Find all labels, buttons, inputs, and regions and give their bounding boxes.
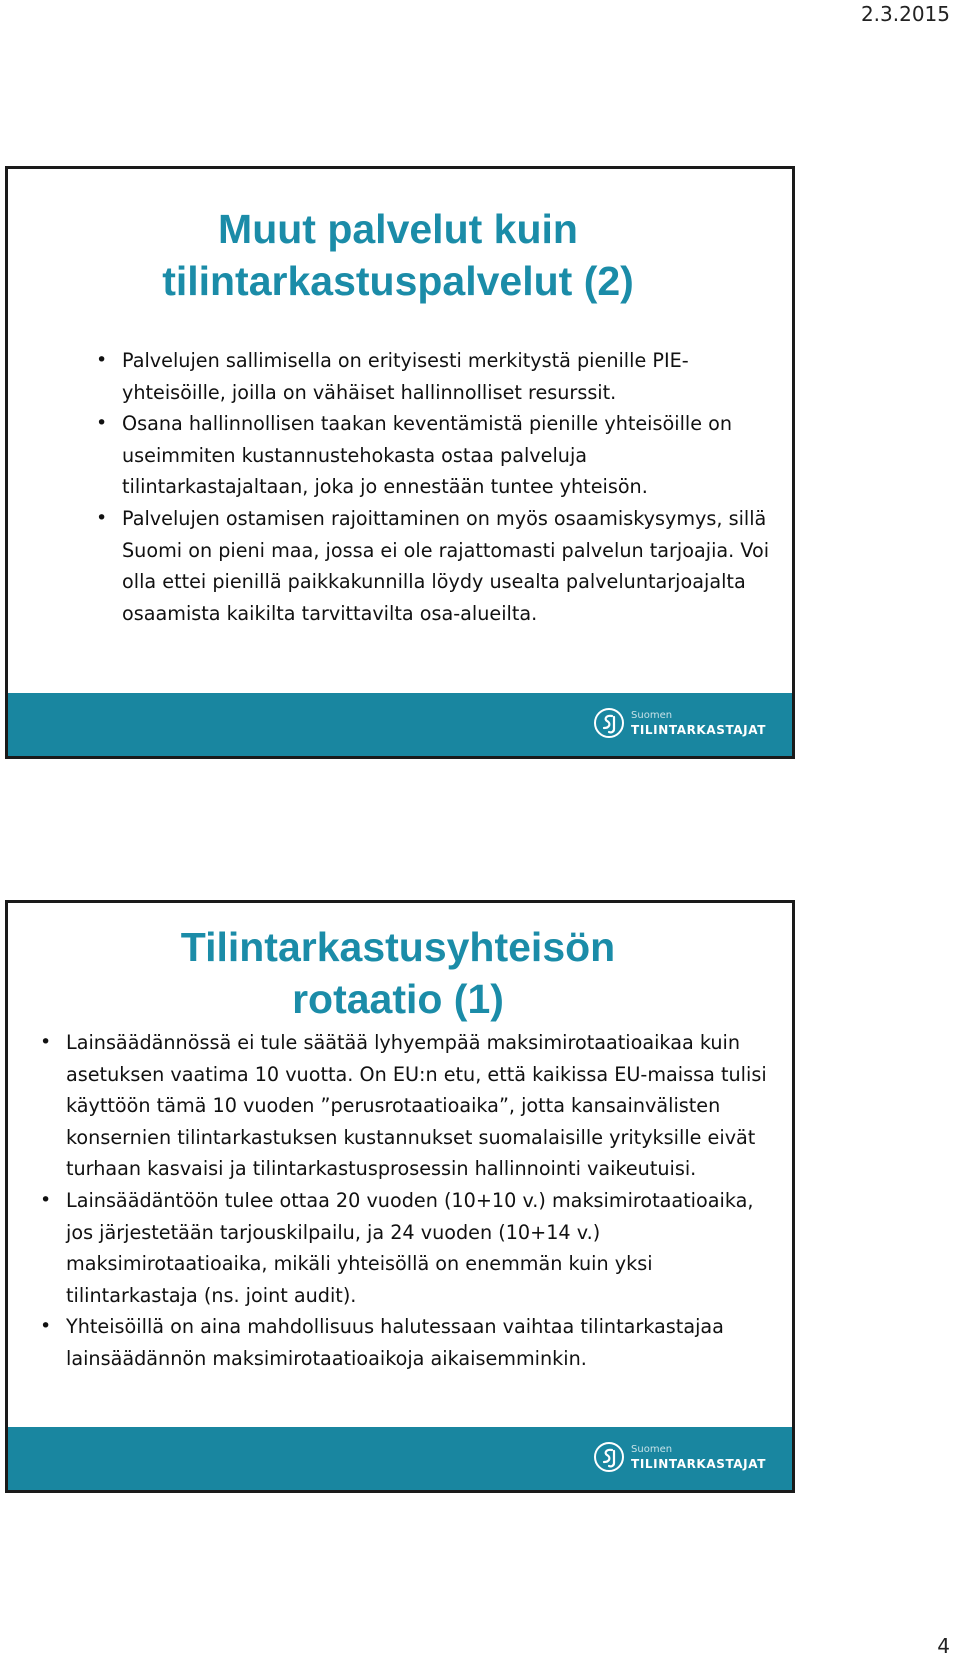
sj-logo-icon [593,707,625,739]
logo [593,707,766,739]
slide-1 [5,166,795,759]
bullet-text: Palvelujen sallimisella on erityisesti merkitystä pienille PIE-yhteisöille, joilla on vähäiset hallinnolliset resurssit. [122,349,689,404]
bullet-list [40,1027,781,1375]
bullet-text: Osana hallinnollisen taakan keventämistä pienille yhteisöille on useimmiten kustannustehokasta ostaa palveluja tilintarkastajaltaan, joka jo ennestään tuntee yhteisön. [122,412,733,499]
bullet-icon: • [96,412,108,435]
title-line-2: tilintarkastuspalvelut (2) [162,258,634,304]
bullet-icon: • [40,1188,52,1211]
bullet-item [96,408,772,503]
bullet-icon: • [40,1315,52,1338]
bullet-icon: • [40,1031,52,1053]
bullet-text: Yhteisöillä on aina mahdollisuus halutessaan vaihtaa tilintarkastajaa lainsäädännön maksimirotaatioaikoja aikaisemminkin. [66,1315,724,1370]
sj-logo-icon [593,1441,625,1473]
bullet-item [96,503,772,629]
bullet-item [40,1185,781,1311]
page-number: 4 [937,1634,950,1658]
footer-bar [8,1427,792,1490]
bullet-icon: • [96,506,108,529]
bullet-text: Palvelujen ostamisen rajoittaminen on myös osaamiskysymys, sillä Suomi on pieni maa, jossa ei ole rajattomasti palvelun tarjoajia. Voi olla ettei pienillä paikkakunnilla löydy usealta palveluntarjoajalta osaamista kaikilta tarvittavilta osa-alueilta. [122,506,770,625]
logo-big-text: TILINTARKASTAJAT [631,722,766,737]
bullet-item [40,1311,781,1374]
title-line-1: Tilintarkastusyhteisön [180,924,616,970]
logo-small-text: Suomen [631,1443,673,1455]
title-line-1: Muut palvelut kuin [218,206,578,252]
logo-text [631,1445,766,1470]
footer-bar [8,693,792,756]
title-line-2: rotaatio (1) [292,976,504,1022]
slide-2 [5,900,795,1493]
bullet-text: Lainsäädäntöön tulee ottaa 20 vuoden (10+10 v.) maksimirotaatioaika, jos järjestetään tarjouskilpailu, ja 24 vuoden (10+14 v.) maksimirotaatioaika, mikäli yhteisöllä on enemmän kuin yksi tilintarkastaja (ns. joint audit). [66,1188,754,1307]
slide-title [48,203,748,307]
bullet-item [96,345,772,408]
bullet-item [40,1027,781,1185]
bullet-list [96,345,772,629]
bullet-text: Lainsäädännössä ei tule säätää lyhyempää maksimirotaatioaikaa kuin asetuksen vaatima 10 vuotta. On EU:n etu, että kaikissa EU-maissa tulisi käyttöön tämä 10 vuoden ”perusrotaatioaika”, jotta kansainvälisten konsernien tilintarkastuksen kustannukset suomalaisille yrityksille eivät turhaan kasvaisi ja tilintarkastusprosessin hallinnointi vaikeutuisi. [66,1031,767,1181]
page-date: 2.3.2015 [860,2,950,26]
logo-small-text: Suomen [631,709,673,721]
logo-text [631,711,766,736]
slide-title [48,921,748,1025]
logo [593,1441,766,1473]
bullet-icon: • [96,349,108,371]
logo-big-text: TILINTARKASTAJAT [631,1456,766,1471]
